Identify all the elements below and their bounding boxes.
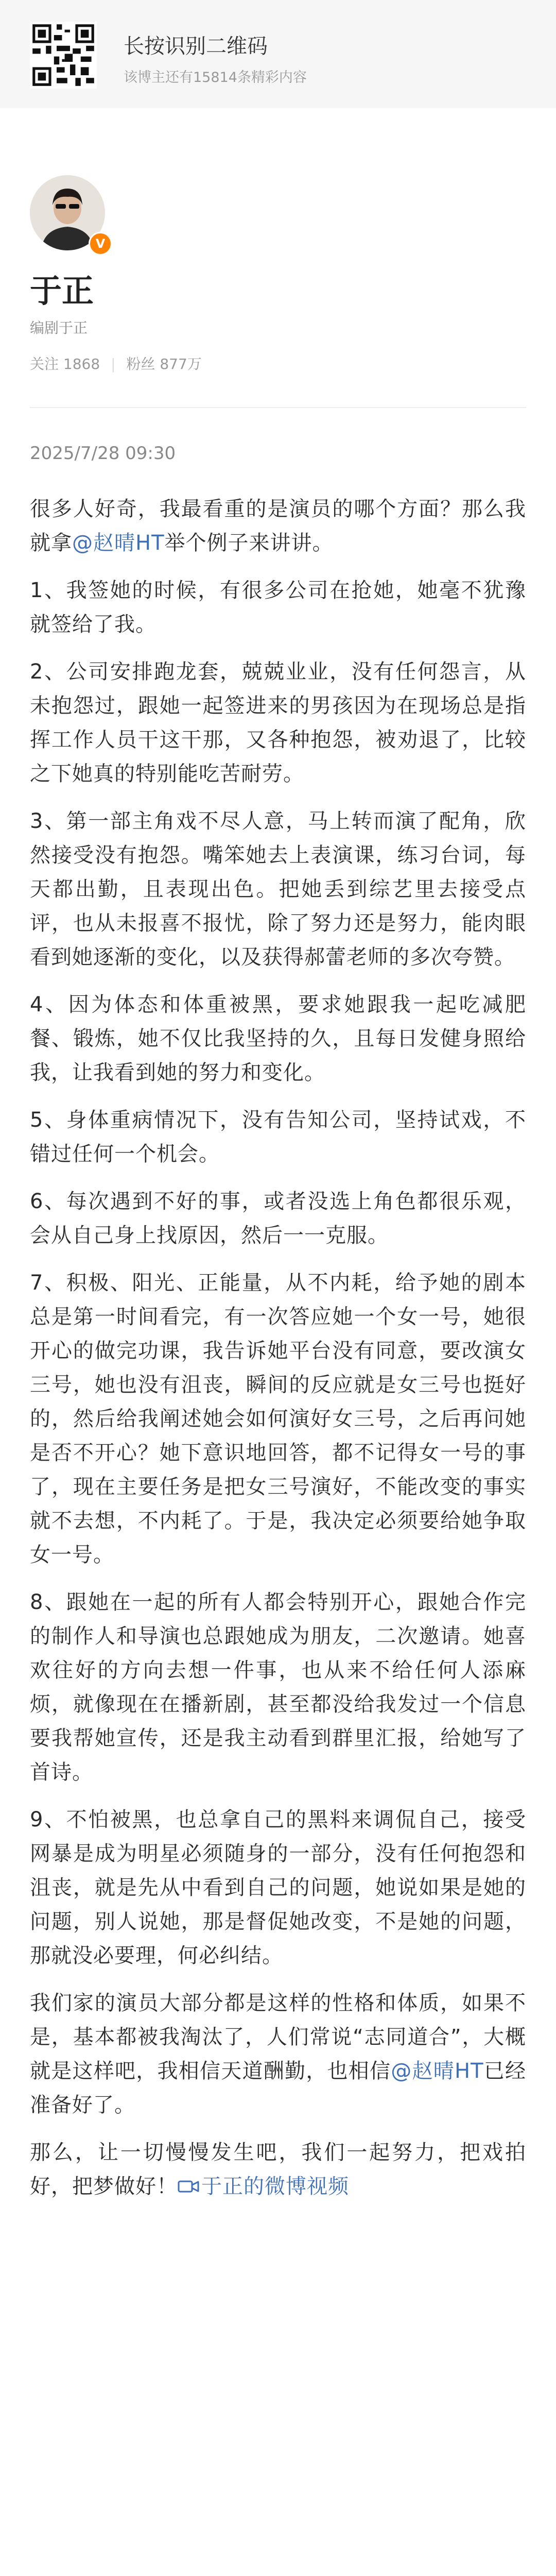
post-time: 2025/7/28 09:30 bbox=[30, 443, 176, 464]
fans-count[interactable]: 877万 bbox=[160, 355, 202, 372]
video-camera-icon bbox=[178, 2179, 199, 2194]
post-point: 2、公司安排跑龙套，兢兢业业，没有任何怨言，从未抱怨过，跟她一起签进来的男孩因为在现场总是指挥工作人员干这干那，又各种抱怨，被劝退了，比较之下她真的特别能吃苦耐劳。 bbox=[30, 660, 526, 786]
post-point: 8、跟她在一起的所有人都会特别开心，跟她合作完的制作人和导演也总跟她成为朋友，二次邀请。她喜欢往好的方向去想一件事，也从来不给任何人添麻烦，就像现在在播新剧，甚至都没给我发过一个信息要我帮她宣传，还是我主动看到群里汇报，给她写了首诗。 bbox=[30, 1590, 526, 1784]
verified-badge-icon: V bbox=[89, 232, 112, 256]
post-final: 那么，让一切慢慢发生吧，我们一起努力，把戏拍好，把梦做好！ 于正的微博视频 bbox=[30, 2141, 526, 2198]
post-point: 7、积极、阳光、正能量，从不内耗，给予她的剧本总是第一时间看完，有一次答应她一个女一号，她很开心的做完功课，我告诉她平台没有同意，要改演女三号，她也没有沮丧，瞬间的反应就是女三号也挺好的，然后给我阐述她会如何演好女三号，之后再问她是否不开心？她下意识地回答，都不记得女一号的事了，现在主要任务是把女三号演好，不能改变的事实就不去想，不内耗了。于是，我决定必须要给她争取女一号。 bbox=[30, 1271, 526, 1567]
video-link[interactable]: 于正的微博视频 bbox=[178, 2175, 349, 2198]
post-point: 6、每次遇到不好的事，或者没选上角色都很乐观，会从自己身上找原因，然后一一克服。 bbox=[30, 1190, 526, 1247]
profile-divider bbox=[30, 407, 526, 408]
follow-count[interactable]: 1868 bbox=[63, 355, 100, 372]
qr-code-icon[interactable] bbox=[30, 22, 97, 89]
stats-separator: | bbox=[111, 355, 116, 372]
user-name[interactable]: 于正 bbox=[30, 272, 94, 310]
post-point: 3、第一部主角戏不尽人意，马上转而演了配角，欣然接受没有抱怨。嘴笨她去上表演课，练习台词，每天都出勤，且表现出色。把她丢到综艺里去接受点评，也从未报喜不报忧，除了努力还是努力，能肉眼看到她逐渐的变化，以及获得郝蕾老师的多次夸赞。 bbox=[30, 809, 526, 969]
post-intro: 很多人好奇，我最看重的是演员的哪个方面？那么我就拿@赵晴HT举个例子来讲讲。 bbox=[30, 497, 526, 555]
post-point: 9、不怕被黑，也总拿自己的黑料来调侃自己，接受网暴是成为明星必须随身的一部分，没有任何抱怨和沮丧，就是先从中看到自己的问题，她说如果是她的问题，别人说她，那是督促她改变，不是她的问题，那就没必要理，何必纠结。 bbox=[30, 1808, 526, 1968]
profile-stats bbox=[30, 353, 202, 374]
post-point: 5、身体重病情况下，没有告知公司，坚持试戏，不错过任何一个机会。 bbox=[30, 1108, 526, 1166]
post-body bbox=[30, 492, 526, 2217]
post-point: 4、因为体态和体重被黑，要求她跟我一起吃减肥餐、锻炼，她不仅比我坚持的久，且每日发健身照给我，让我看到她的努力和变化。 bbox=[30, 993, 526, 1084]
fans-label: 粉丝 bbox=[126, 355, 155, 372]
mention-link[interactable]: @赵晴HT bbox=[391, 2059, 484, 2083]
post-closing: 我们家的演员大部分都是这样的性格和体质，如果不是，基本都被我淘汰了，人们常说“志同道合”，大概就是这样吧，我相信天道酬勤，也相信@赵晴HT已经准备好了。 bbox=[30, 1991, 527, 2117]
top-banner-subtitle: 该博主还有15814条精彩内容 bbox=[124, 70, 307, 86]
top-qr-banner bbox=[0, 0, 556, 108]
mention-link[interactable]: @赵晴HT bbox=[72, 531, 165, 555]
user-description: 编剧于正 bbox=[30, 319, 88, 336]
post-point: 1、我签她的时候，有很多公司在抢她，她毫不犹豫就签给了我。 bbox=[30, 579, 526, 636]
follow-label: 关注 bbox=[30, 355, 59, 372]
top-banner-title: 长按识别二维码 bbox=[124, 35, 268, 58]
